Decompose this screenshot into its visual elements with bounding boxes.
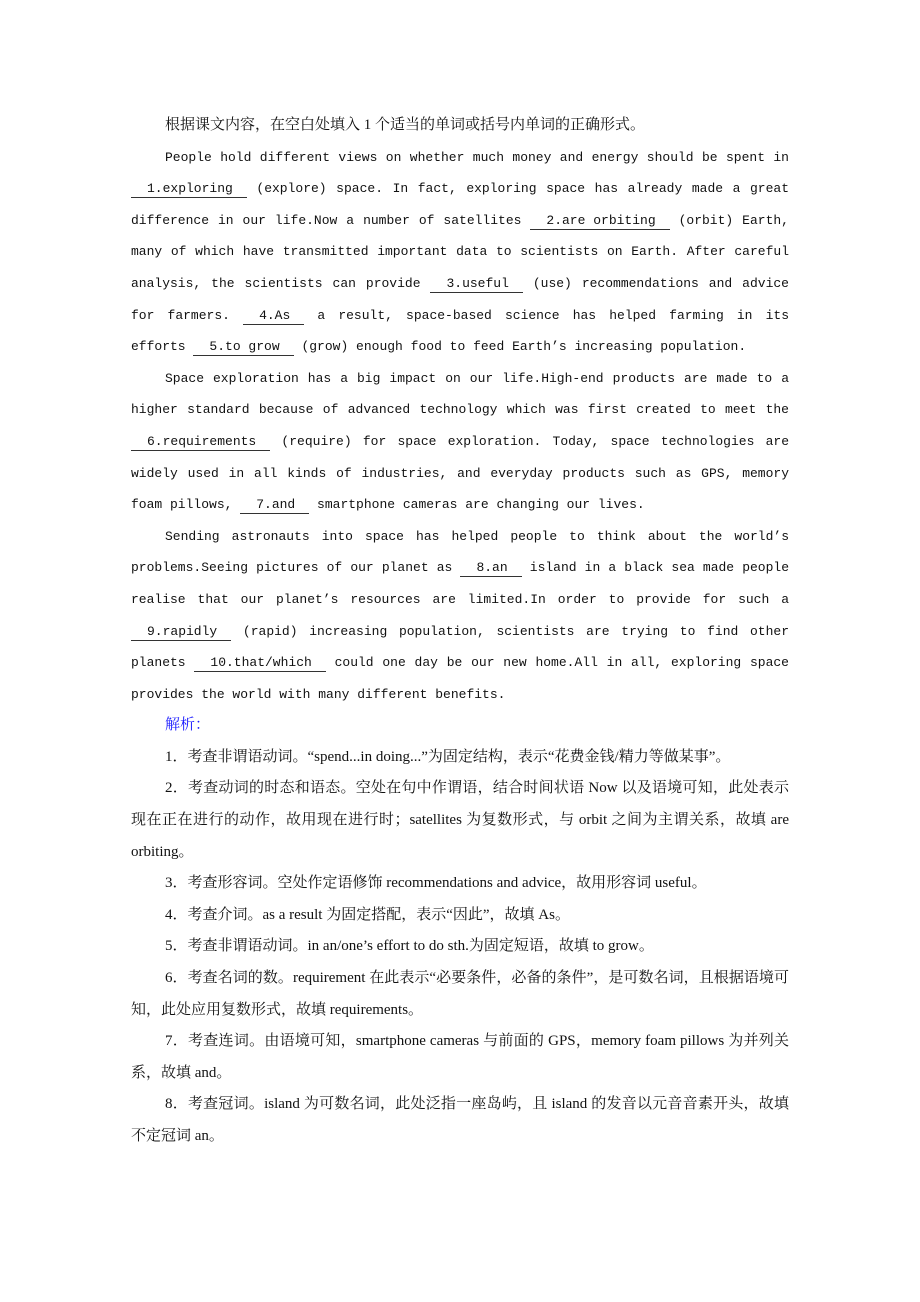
answer-blank: 9.rapidly: [131, 624, 231, 641]
answer-blank: 1.exploring: [131, 181, 247, 198]
answer-blank: 3.useful: [430, 276, 522, 293]
document-page: [131, 110, 789, 1153]
passage: [131, 142, 789, 711]
passage-text: (explore) space. In fact, exploring space has already made a great difference in our life.Now a number of satellites: [131, 181, 789, 228]
passage-text: Space exploration has a big impact on our life.High-end products are made to a higher standard because of advanced technology which was first created to meet the: [131, 370, 789, 418]
passage-paragraph: [131, 363, 789, 521]
answer-blank: 10.that/which: [194, 655, 325, 672]
passage-text: (use) recommendations and advice for farmers.: [131, 275, 789, 323]
answer-blank: 8.an: [460, 560, 521, 577]
passage-text: Sending astronauts into space has helped people to think about the world’s problems.Seeing pictures of our planet as: [131, 528, 789, 576]
analysis-item: 5．考查非谓语动词。in an/one’s effort to do sth.为固定短语，故填 to grow。: [165, 938, 654, 955]
passage-text: smartphone cameras are changing our lives.: [309, 497, 645, 513]
answer-blank: 6.requirements: [131, 434, 270, 451]
passage-text: People hold different views on whether much money and energy should be spent in: [165, 149, 789, 165]
instruction: 根据课文内容，在空白处填入 1 个适当的单词或括号内单词的正确形式。: [165, 117, 646, 133]
analysis-item: 2．考查动词的时态和语态。空处在句中作谓语，结合时间状语 Now 以及语境可知，此处表示现在正在进行的动作，故用现在进行时；satellites 为复数形式，与 orbit 之间为主谓关系，故填 are orbiting。: [131, 780, 789, 860]
passage-text: a result, space-based science has helped farming in its efforts: [131, 307, 790, 355]
passage-paragraph: [131, 521, 789, 711]
answer-blank: 7.and: [240, 497, 309, 514]
answer-blank: 4.As: [243, 308, 304, 325]
analysis-item: 7．考查连词。由语境可知，smartphone cameras 与前面的 GPS，memory foam pillows 为并列关系，故填 and。: [131, 1033, 789, 1081]
analysis-item: 4．考查介词。as a result 为固定搭配，表示“因此”，故填 As。: [165, 906, 570, 923]
passage-text: island in a black sea made people realise that our planet’s resources are limited.In order to provide for such a: [131, 560, 790, 607]
analysis-label: 解析：: [165, 717, 211, 734]
passage-text: (require) for space exploration. Today, space technologies are widely used in all kinds of industries, and everyday products such as GPS, memory foam pillows,: [131, 433, 789, 513]
passage-text: could one day be our new home.All in all, exploring space provides the world with many different benefits.: [131, 655, 789, 702]
analysis-item: 6．考查名词的数。requirement 在此表示“必要条件，必备的条件”，是可数名词，且根据语境可知，此处应用复数形式，故填 requirements。: [131, 970, 789, 1018]
passage-paragraph: [131, 142, 789, 363]
answer-blank: 2.are orbiting: [530, 213, 669, 230]
analysis-item: 8．考查冠词。island 为可数名词，此处泛指一座岛屿，且 island 的发音以元音音素开头，故填不定冠词 an。: [131, 1096, 789, 1144]
answer-blank: 5.to grow: [193, 339, 293, 356]
passage-text: (grow) enough food to feed Earth’s increasing population.: [293, 339, 747, 355]
analysis-item: 3．考查形容词。空处作定语修饰 recommendations and advice，故用形容词 useful。: [165, 875, 707, 892]
passage-text: (rapid) increasing population, scientists are trying to find other planets: [131, 623, 789, 671]
analysis-list: [131, 742, 789, 1153]
passage-text: (orbit) Earth, many of which have transmitted important data to scientists on Earth. After careful analysis, the scientists can provide: [131, 212, 789, 291]
analysis-item: 1．考查非谓语动词。“spend...in doing...”为固定结构，表示“花费金钱/精力等做某事”。: [165, 748, 731, 765]
